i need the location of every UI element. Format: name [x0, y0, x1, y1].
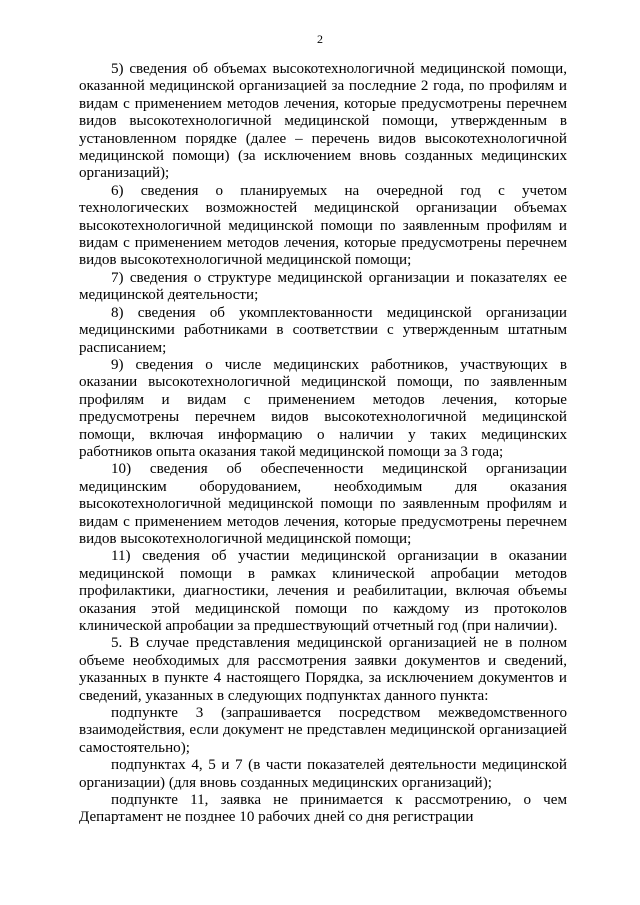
page-number: 2 — [317, 32, 323, 46]
paragraph-item-11: 11) сведения об участии медицинской организации в оказании медицинской помощи в рамках клинической апробации методов профилактики, диагностики, лечения и реабилитации, включая объемы оказания этой медицинской помощи по каждому из протоколов клинической апробации за предшествующий отчетный год (при наличии). — [79, 548, 567, 634]
paragraph-clause-5: 5. В случае представления медицинской организацией не в полном объеме необходимых для рассмотрения заявки документов и сведений, указанных в пункте 4 настоящего Порядка, за исключением документов и сведений, указанных в следующих подпунктах данного пункта: — [79, 635, 567, 704]
paragraph-item-8: 8) сведения об укомплектованности медицинской организации медицинскими работниками в соответствии с утвержденным штатным расписанием; — [79, 304, 567, 356]
paragraph-item-6: 6) сведения о планируемых на очередной год с учетом технологических возможностей медицинской организации объемах высокотехнологичной медицинской помощи по заявленным профилям и видам с применением методов лечения, которые предусмотрены перечнем видов высокотехнологичной медицинской помощи; — [79, 182, 567, 269]
paragraph-subclause-3: подпункте 3 (запрашивается посредством межведомственного взаимодействия, если документ не представлен медицинской организацией самостоятельно); — [79, 705, 567, 756]
paragraph-subclause-11: подпункте 11, заявка не принимается к рассмотрению, о чем Департамент не позднее 10 рабочих дней со дня регистрации — [79, 792, 567, 826]
document-body — [79, 61, 567, 827]
paragraph-item-5: 5) сведения об объемах высокотехнологичной медицинской помощи, оказанной медицинской организацией за последние 2 года, по профилям и видам с применением методов лечения, которые предусмотрены перечнем видов высокотехнологичной медицинской помощи, утвержденным в установленном порядке (далее – перечень видов высокотехнологичной медицинской помощи) (за исключением вновь созданных медицинских организаций); — [79, 61, 567, 182]
paragraph-subclauses-4-5-7: подпунктах 4, 5 и 7 (в части показателей деятельности медицинской организации) (для вновь созданных медицинских организаций); — [79, 757, 567, 791]
paragraph-item-9: 9) сведения о числе медицинских работников, участвующих в оказании высокотехнологичной медицинской помощи, по заявленным профилям и видам с применением методов лечения, которые предусмотрены перечнем видов высокотехнологичной медицинской помощи, включая информацию о наличии у таких медицинских работников опыта оказания такой медицинской помощи за 3 года; — [79, 356, 567, 460]
paragraph-item-10: 10) сведения об обеспеченности медицинской организации медицинским оборудованием, необходимым для оказания высокотехнологичной медицинской помощи по заявленным профилям и видам с применением методов лечения, которые предусмотрены перечнем видов высокотехнологичной медицинской помощи; — [79, 461, 567, 547]
paragraph-item-7: 7) сведения о структуре медицинской организации и показателях ее медицинской деятельности; — [79, 269, 567, 304]
